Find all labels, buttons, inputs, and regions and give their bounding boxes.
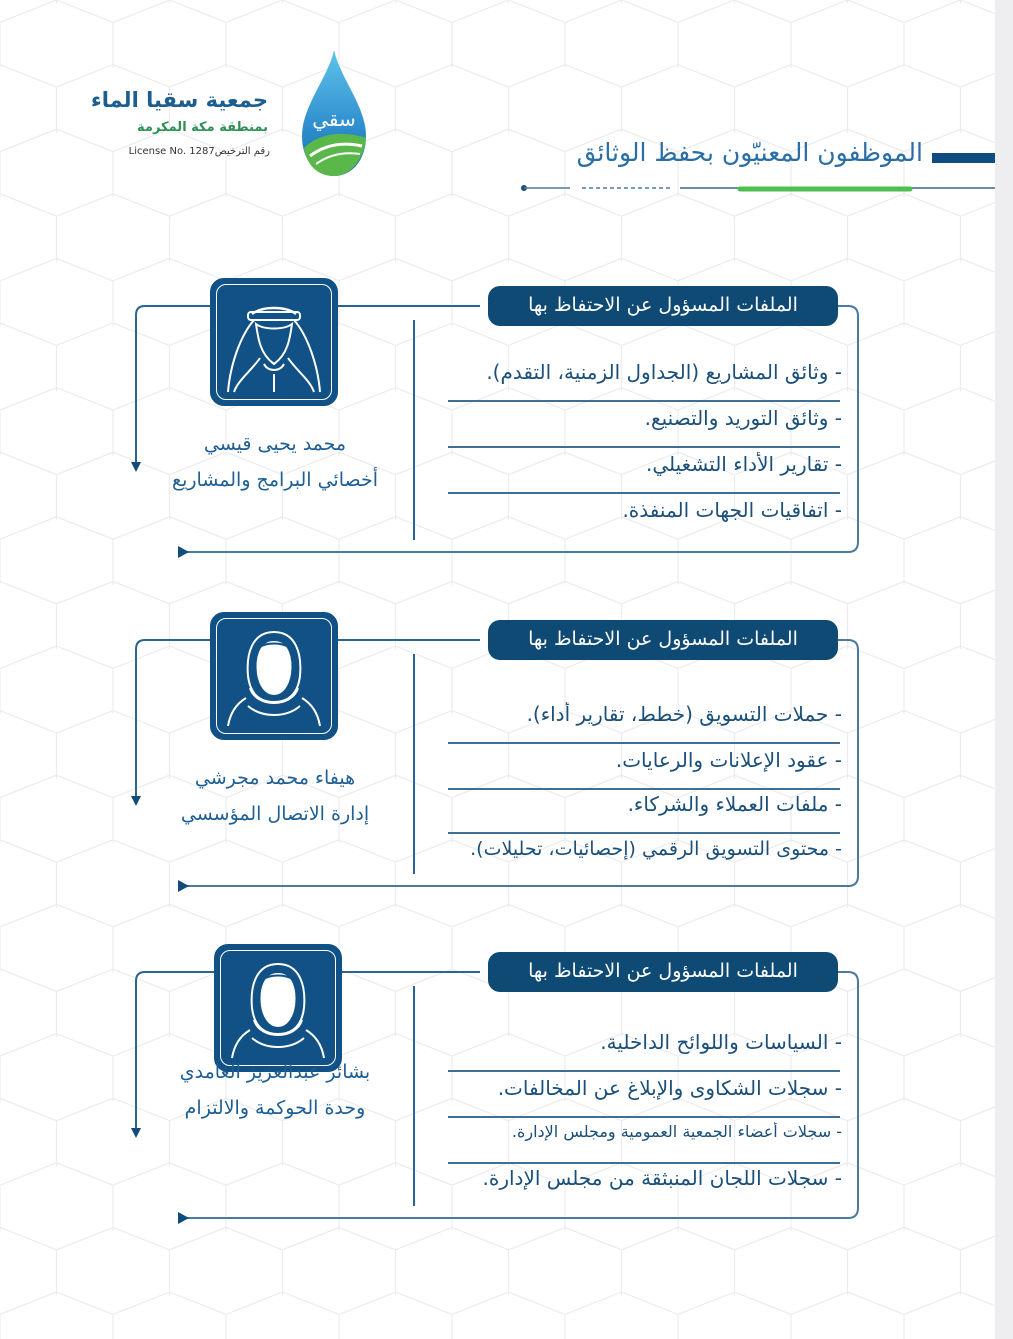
file-item: - وثائق التوريد والتصنيع. — [644, 406, 842, 430]
file-item: - السياسات واللوائح الداخلية. — [600, 1030, 842, 1054]
arrow-right-icon — [178, 880, 189, 892]
employee-role: وحدة الحوكمة والالتزام — [184, 1097, 366, 1119]
files-label: الملفات المسؤول عن الاحتفاظ بها — [488, 952, 838, 992]
file-separator — [448, 400, 840, 402]
file-separator — [448, 1162, 840, 1164]
file-item: - تقارير الأداء التشغيلي. — [645, 452, 842, 476]
page-title: الموظفون المعنيّون بحفظ الوثائق — [576, 138, 923, 167]
employee-card — [0, 278, 995, 568]
employee-role: أخصائي البرامج والمشاريع — [171, 469, 379, 491]
license-number: License No. 1287رقم الترخيص — [128, 146, 270, 157]
employee-avatar — [214, 944, 342, 1072]
employee-avatar — [210, 612, 338, 740]
arrow-right-icon — [178, 546, 189, 558]
arrow-right-icon — [178, 1212, 189, 1224]
employee-name: هيفاء محمد مجرشي — [194, 767, 356, 789]
water-drop-logo-icon — [298, 48, 370, 180]
title-underline-decoration — [520, 182, 995, 194]
employee-avatar — [210, 278, 338, 406]
file-item: - سجلات الشكاوى والإبلاغ عن المخالفات. — [497, 1076, 842, 1100]
file-separator — [448, 788, 840, 790]
organization-name: جمعية سقيا الماء — [90, 88, 268, 112]
file-separator — [448, 1070, 840, 1072]
woman-hijab-icon — [212, 614, 336, 738]
file-separator — [448, 742, 840, 744]
file-item: - عقود الإعلانات والرعايات. — [615, 748, 842, 772]
employee-role: إدارة الاتصال المؤسسي — [180, 803, 370, 825]
woman-hijab-icon — [216, 946, 340, 1070]
file-item: - محتوى التسويق الرقمي (إحصائيات، تحليلات). — [470, 838, 842, 860]
file-item: - اتفاقيات الجهات المنفذة. — [622, 498, 842, 522]
file-item: - وثائق المشاريع (الجداول الزمنية، التقدم). — [486, 360, 842, 384]
file-separator — [448, 492, 840, 494]
title-accent-bar — [932, 153, 995, 163]
employee-card — [0, 944, 995, 1234]
file-item: - حملات التسويق (خطط، تقارير أداء). — [526, 702, 842, 726]
employee-name: محمد يحيى قيسي — [203, 433, 347, 455]
page-edge-strip — [995, 0, 1013, 1339]
file-separator — [448, 446, 840, 448]
svg-text:سقي: سقي — [312, 107, 356, 131]
arrow-down-icon — [131, 1128, 141, 1138]
man-ghutra-icon — [212, 280, 336, 404]
file-separator — [448, 832, 840, 834]
file-separator — [448, 1116, 840, 1118]
files-label: الملفات المسؤول عن الاحتفاظ بها — [488, 620, 838, 660]
file-item: - سجلات أعضاء الجمعية العمومية ومجلس الإدارة. — [511, 1122, 842, 1141]
file-item: - ملفات العملاء والشركاء. — [627, 792, 842, 816]
organization-logo — [90, 48, 380, 183]
employee-card — [0, 612, 995, 902]
organization-region: بمنطقة مكة المكرمة — [137, 120, 268, 135]
file-item: - سجلات اللجان المنبثقة من مجلس الإدارة. — [482, 1166, 842, 1190]
employee-name: بشائر عبدالعزيز الغامدي — [179, 1061, 371, 1083]
files-label: الملفات المسؤول عن الاحتفاظ بها — [488, 286, 838, 326]
